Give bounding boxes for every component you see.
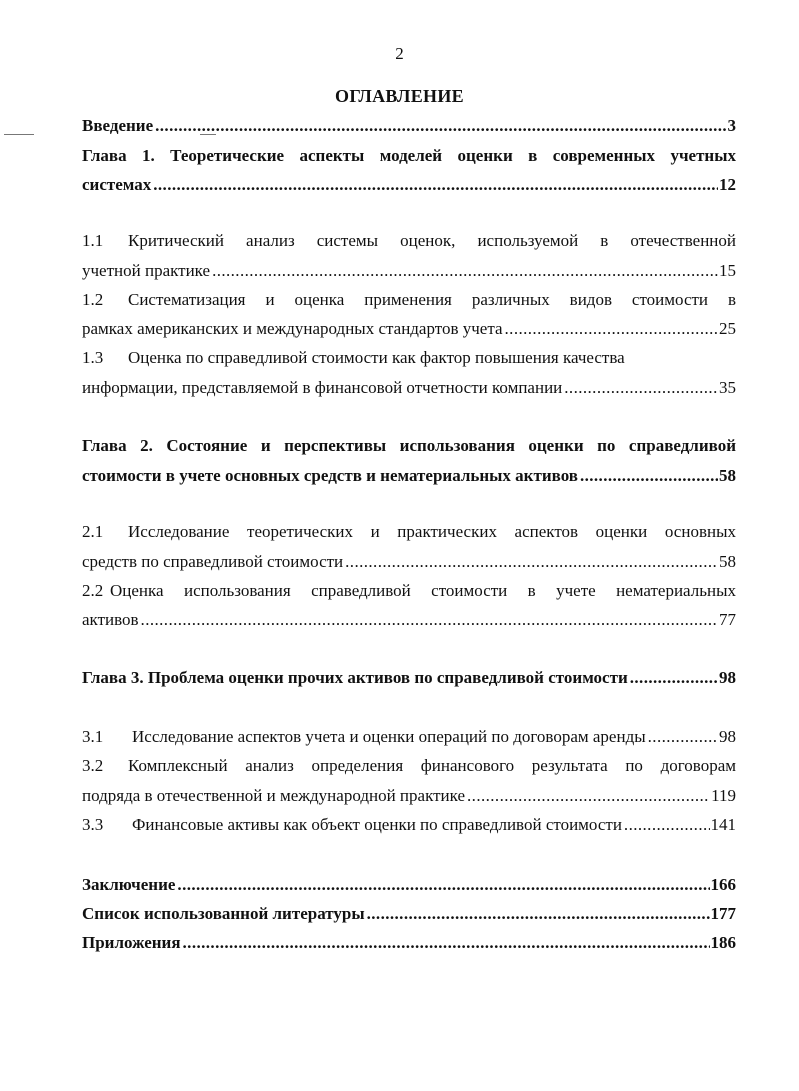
- toc-entry-page: 77: [719, 610, 736, 629]
- section-number: 3.3: [82, 815, 104, 834]
- toc-entry-title: Оценка по справедливой стоимости как фактор повышения качества: [128, 348, 625, 367]
- section-number: 3.2: [82, 756, 104, 775]
- toc-entry-title: Комплексный анализ определения финансового результата по договорам: [128, 756, 736, 775]
- toc-entry-page: 98: [719, 668, 736, 687]
- section-number: 2.2: [82, 581, 104, 600]
- dot-leader: [564, 376, 718, 400]
- toc-entry-page: 35: [719, 378, 736, 397]
- toc-section-3-3[interactable]: [82, 813, 736, 837]
- toc-chapter-1-line1[interactable]: Глава 1. Теоретические аспекты моделей оценки в современных учетных: [82, 146, 736, 165]
- toc-section-3-1[interactable]: [82, 725, 736, 749]
- toc-entry-title: Исследование теоретических и практических аспектов оценки основных: [128, 522, 736, 541]
- dot-leader: [153, 173, 718, 197]
- dot-leader: [212, 259, 718, 283]
- dot-leader: [177, 873, 709, 897]
- section-number: 1.2: [82, 290, 104, 309]
- toc-section-1-1-line2[interactable]: [82, 259, 736, 283]
- toc-chapter-2-line2[interactable]: [82, 464, 736, 488]
- toc-entry-title: системах: [82, 175, 152, 194]
- toc-entry-page: 166: [710, 875, 736, 894]
- toc-entry-appendices[interactable]: [82, 931, 736, 955]
- toc-chapter-3[interactable]: [82, 666, 736, 690]
- toc-entry-page: 12: [719, 175, 736, 194]
- toc-entry-page: 58: [719, 466, 736, 485]
- toc-section-1-3-line2[interactable]: [82, 376, 736, 400]
- toc-entry-title: рамках американских и международных стандартов учета: [82, 319, 503, 338]
- toc-entry-page: 141: [710, 815, 736, 834]
- dot-leader: [467, 784, 710, 808]
- page-title: ОГЛАВЛЕНИЕ: [335, 86, 464, 106]
- toc-entry-title: Критический анализ системы оценок, используемой в отечественной: [128, 231, 736, 250]
- toc-entry-page: 3: [727, 116, 736, 135]
- toc-entry-title: Список использованной литературы: [82, 904, 365, 923]
- toc-entry-page: 58: [719, 552, 736, 571]
- toc-entry-title: Приложения: [82, 933, 181, 952]
- toc-entry-page: 186: [710, 933, 736, 952]
- toc-entry-page: 25: [719, 319, 736, 338]
- toc-entry-intro[interactable]: [82, 114, 736, 138]
- dot-leader: [624, 813, 710, 837]
- dot-leader: [345, 550, 718, 574]
- toc-entry-title: Систематизация и оценка применения различных видов стоимости в: [128, 290, 736, 309]
- section-number: 1.3: [82, 348, 104, 367]
- toc-chapter-2-line1[interactable]: Глава 2. Состояние и перспективы использования оценки по справедливой: [82, 436, 736, 455]
- toc-entry-conclusion[interactable]: [82, 873, 736, 897]
- section-number: 3.1: [82, 727, 104, 746]
- toc-entry-title: подряда в отечественной и международной практике: [82, 786, 466, 805]
- toc-entry-title: Оценка использования справедливой стоимости в учете нематериальных: [110, 581, 736, 600]
- dot-leader: [580, 464, 718, 488]
- dot-leader: [505, 317, 718, 341]
- toc-entry-page: 98: [719, 727, 736, 746]
- toc-entry-title: Введение: [82, 116, 154, 135]
- section-number: 1.1: [82, 231, 104, 250]
- toc-entry-title: учетной практике: [82, 261, 211, 280]
- toc-entry-title: Заключение: [82, 875, 176, 894]
- toc-entry-title: Глава 3. Проблема оценки прочих активов по справедливой стоимости: [82, 668, 628, 687]
- toc-entry-title: активов: [82, 610, 139, 629]
- section-number: 2.1: [82, 522, 104, 541]
- toc-entry-page: 15: [719, 261, 736, 280]
- toc-section-1-2-line2[interactable]: [82, 317, 736, 341]
- toc-section-1-1-line1[interactable]: [82, 229, 736, 253]
- toc-entry-page: 177: [710, 904, 736, 923]
- page-number: 2: [395, 44, 404, 63]
- toc-section-1-2-line1[interactable]: [82, 288, 736, 312]
- toc-entry-title: Исследование аспектов учета и оценки операций по договорам аренды: [132, 727, 646, 746]
- dot-leader: [630, 666, 718, 690]
- toc-entry-page: 119: [711, 786, 736, 805]
- toc-chapter-1-line2[interactable]: [82, 173, 736, 197]
- toc-entry-title: стоимости в учете основных средств и нематериальных активов: [82, 466, 578, 485]
- toc-entry-title: Финансовые активы как объект оценки по справедливой стоимости: [132, 815, 622, 834]
- toc-entry-references[interactable]: [82, 902, 736, 926]
- dot-leader: [183, 931, 710, 955]
- scan-artifact-left: [4, 134, 34, 135]
- toc-section-2-1-line2[interactable]: [82, 550, 736, 574]
- toc-section-3-2-line1[interactable]: [82, 754, 736, 778]
- toc-entry-title: информации, представляемой в финансовой отчетности компании: [82, 378, 563, 397]
- toc-section-2-2-line1[interactable]: [82, 579, 736, 603]
- dot-leader: [141, 608, 718, 632]
- toc-section-2-1-line1[interactable]: [82, 520, 736, 544]
- toc-section-1-3-line1[interactable]: [82, 346, 736, 370]
- toc-entry-title: средств по справедливой стоимости: [82, 552, 344, 571]
- dot-leader: [155, 114, 726, 138]
- dot-leader: [367, 902, 710, 926]
- toc-section-2-2-line2[interactable]: [82, 608, 736, 632]
- toc-section-3-2-line2[interactable]: [82, 784, 736, 808]
- dot-leader: [648, 725, 718, 749]
